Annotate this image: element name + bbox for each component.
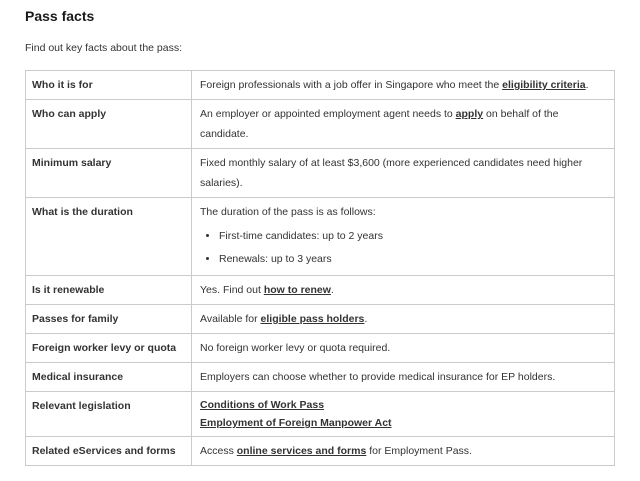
row-value-foreign-worker-levy-or-quota [192, 334, 615, 363]
cell-paragraph [200, 414, 604, 432]
table-row-foreign-worker-levy-or-quota [26, 334, 615, 363]
pass-facts-table [25, 70, 615, 466]
text-run: . [585, 79, 589, 91]
row-value-is-it-renewable [192, 276, 615, 305]
table-row-what-is-the-duration [26, 198, 615, 276]
bullet-item: • First-time candidates: up to 2 years [219, 226, 604, 246]
row-value-related-eservices-and-forms [192, 437, 615, 466]
online-services-and-forms-link[interactable]: online services and forms [236, 445, 367, 457]
text-run: Available for [200, 313, 261, 325]
text-run: Access [200, 445, 237, 457]
text-run: The duration of the pass is as follows: [200, 206, 376, 218]
row-value-who-it-is-for [192, 71, 615, 100]
cell-paragraph [200, 75, 604, 95]
row-value-who-can-apply [192, 100, 615, 149]
bullet-list [200, 226, 604, 269]
eligible-pass-holders-link[interactable]: eligible pass holders [260, 313, 365, 325]
cell-paragraph [200, 153, 604, 193]
row-value-minimum-salary [192, 149, 615, 198]
text-run: . [364, 313, 368, 325]
row-label-medical-insurance: Medical insurance [26, 363, 192, 392]
row-label-related-eservices-and-forms: Related eServices and forms [26, 437, 192, 466]
text-run: Yes. Find out [200, 284, 264, 296]
text-run: Employers can choose whether to provide medical insurance for EP holders. [200, 371, 556, 383]
row-value-medical-insurance [192, 363, 615, 392]
row-value-passes-for-family [192, 305, 615, 334]
row-label-who-it-is-for: Who it is for [26, 71, 192, 100]
text-run: Foreign professionals with a job offer in Singapore who meet the [200, 79, 503, 91]
cell-paragraph [200, 309, 604, 329]
text-run: Fixed monthly salary of at least $3,600 (more experienced candidates need higher salaries). [200, 157, 583, 189]
employment-of-foreign-manpower-act-link[interactable]: Employment of Foreign Manpower Act [200, 417, 392, 429]
table-row-who-can-apply [26, 100, 615, 149]
intro-text: Find out key facts about the pass: [25, 42, 183, 54]
table-row-relevant-legislation [26, 392, 615, 437]
cell-paragraph [200, 396, 604, 414]
row-label-passes-for-family: Passes for family [26, 305, 192, 334]
text-run: An employer or appointed employment agent needs to [200, 108, 456, 120]
cell-paragraph [200, 338, 604, 358]
table-row-related-eservices-and-forms [26, 437, 615, 466]
row-label-foreign-worker-levy-or-quota: Foreign worker levy or quota [26, 334, 192, 363]
row-label-relevant-legislation: Relevant legislation [26, 392, 192, 437]
page-title: Pass facts [25, 8, 95, 24]
eligibility-criteria-link[interactable]: eligibility criteria [502, 79, 586, 91]
cell-paragraph [200, 280, 604, 300]
cell-paragraph [200, 367, 604, 387]
row-value-what-is-the-duration [192, 198, 615, 276]
row-label-minimum-salary: Minimum salary [26, 149, 192, 198]
apply-link[interactable]: apply [455, 108, 484, 120]
table-row-passes-for-family [26, 305, 615, 334]
row-value-relevant-legislation [192, 392, 615, 437]
cell-paragraph [200, 104, 604, 144]
cell-paragraph [200, 441, 604, 461]
row-label-is-it-renewable: Is it renewable [26, 276, 192, 305]
cell-paragraph [200, 202, 604, 222]
row-label-who-can-apply: Who can apply [26, 100, 192, 149]
text-run: . [330, 284, 334, 296]
conditions-of-work-pass-link[interactable]: Conditions of Work Pass [200, 399, 325, 411]
row-label-what-is-the-duration: What is the duration [26, 198, 192, 276]
text-run: for Employment Pass. [366, 445, 472, 457]
table-row-medical-insurance [26, 363, 615, 392]
bullet-item: • Renewals: up to 3 years [219, 249, 604, 269]
text-run: No foreign worker levy or quota required. [200, 342, 391, 354]
table-row-is-it-renewable [26, 276, 615, 305]
pass-facts-table-body [26, 71, 615, 466]
table-row-who-it-is-for [26, 71, 615, 100]
text-run: on behalf of the candidate. [200, 108, 559, 140]
table-row-minimum-salary [26, 149, 615, 198]
how-to-renew-link[interactable]: how to renew [263, 284, 331, 296]
